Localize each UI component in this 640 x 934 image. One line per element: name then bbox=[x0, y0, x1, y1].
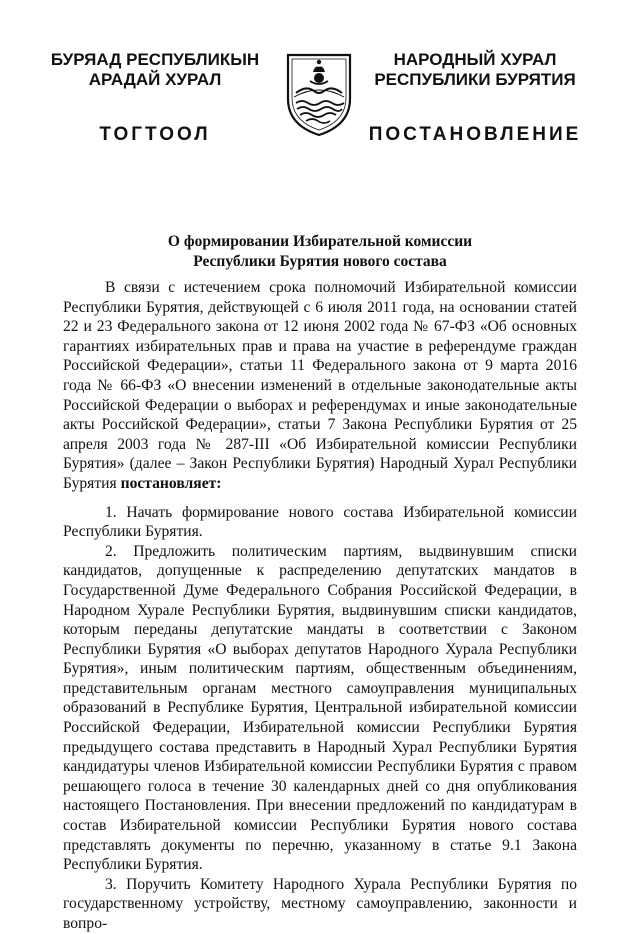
header-right-line1: НАРОДНЫЙ ХУРАЛ bbox=[393, 50, 557, 69]
coat-of-arms-icon bbox=[284, 47, 354, 137]
title-line1: О формировании Избирательной комиссии bbox=[167, 233, 473, 250]
title-line2: Республики Бурятия нового состава bbox=[193, 253, 447, 270]
item-1: 1. Начать формирование нового состава Избирательной комиссии Республики Бурятия. bbox=[63, 503, 577, 541]
item-3: 3. Поручить Комитету Народного Хурала Республики Бурятия по государственному устройству, местному самоуправлению, законности и вопро- bbox=[63, 875, 577, 932]
header-left bbox=[40, 50, 270, 146]
header-left-line1: БУРЯАД РЕСПУБЛИКЫН bbox=[50, 50, 260, 69]
preamble-text: В связи с истечением срока полномочий Избирательной комиссии Республики Бурятия, действующей с 6 июля 2011 года, на основании статей 22 и 23 Федерального закона от 12 июня 2002 года № 67-ФЗ «Об основных гарантиях избирательных прав и права на участие в референдуме граждан Российской Федерации», статьи 11 Федерального закона от 9 марта 2016 года № 66-ФЗ «О внесении изменений в отдельные законодательные акты Российской Федерации о выборах и референдумах и иные законодательные акты Российской Федерации», статьи 7 Закона Республики Бурятия от 25 апреля 2003 года № 287-III «Об Избирательной комиссии Республики Бурятия» (далее – Закон Республики Бурятия) Народный Хурал Республики Бурятия bbox=[63, 279, 577, 492]
item-2: 2. Предложить политическим партиям, выдвинувшим списки кандидатов, допущенные к распределению депутатских мандатов в Государственной Думе Федерального Собрания Российской Федерации, в Народном Хурале Республики Бурятия, выдвинувшим списки кандидатов, которым переданы депутатские мандаты в соответствии с Законом Республики Бурятия «О выборах депутатов Народного Хурала Республики Бурятия», иным политическим партиям, общественным объединениям, представительным органам местного самоуправления муниципальных образований в Республике Бурятия, Центральной избирательной комиссии Российской Федерации, Избирательной комиссии Республики Бурятия предыдущего состава представить в Народный Хурал Республики Бурятия кандидатуры членов Избирательной комиссии Республики Бурятия с правом решающего голоса в течение 30 календарных дней со дня опубликования настоящего Постановления. При внесении предложений по кандидатурам в состав Избирательной комиссии Республики Бурятия нового состава представлять документы по перечню, указанному в статье 9.1 Закона Республики Бурятия. bbox=[63, 542, 577, 874]
header-left-line2: АРАДАЙ ХУРАЛ bbox=[88, 70, 222, 89]
header-right-line2: РЕСПУБЛИКИ БУРЯТИЯ bbox=[374, 70, 576, 89]
decree-word: постановляет: bbox=[120, 474, 222, 492]
header-left-doc-type: ТОГТООЛ bbox=[99, 124, 211, 145]
document-title bbox=[50, 232, 590, 272]
document-body bbox=[63, 278, 577, 934]
header-right-doc-type: ПОСТАНОВЛЕНИЕ bbox=[368, 124, 582, 145]
preamble-paragraph bbox=[63, 278, 577, 494]
header-right bbox=[360, 50, 590, 146]
